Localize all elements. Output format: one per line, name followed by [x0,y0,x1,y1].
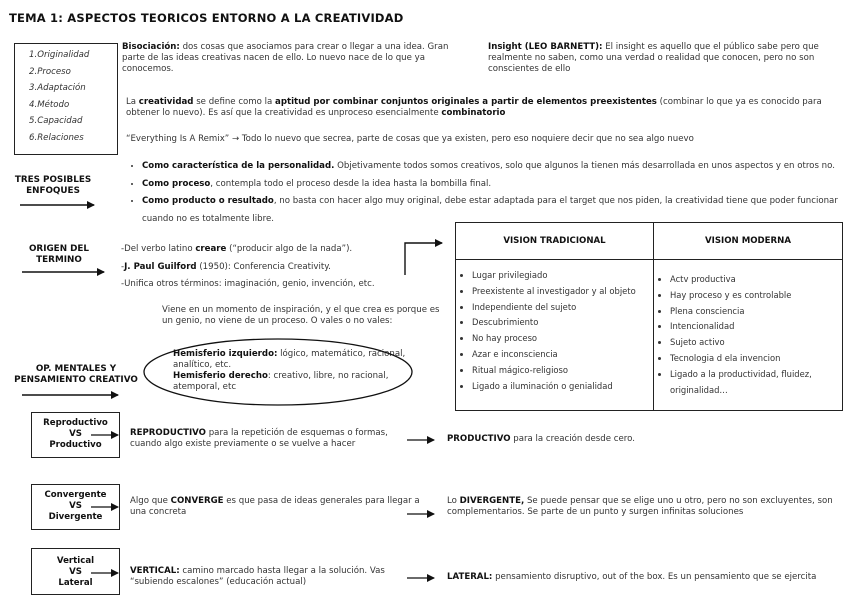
op-mentales-label: OP. MENTALES Y PENSAMIENTO CREATIVO [14,364,138,385]
hemisferios-ellipse [144,339,412,405]
definition-part: se define como la [193,97,276,107]
enfoque-term: Como proceso [142,178,211,189]
vision-item: • Sujeto activo [670,335,838,351]
enfoque-text: Objetivamente todos somos creativos, solo que algunos la tienen más desarrollada en unos aspectos y en otros no. [334,161,835,171]
origen-label: ORIGEN DEL TERMINO [28,244,90,265]
vs-box-line: VS [69,429,82,439]
vision-item: • Lugar privilegiado [472,268,649,284]
feature-item: 5.Capacidad [29,116,83,127]
origen-part: (1950): Conferencia Creativity. [196,261,331,272]
bisociacion-term: Bisociación: [122,42,180,52]
vs-box-line: VS [69,501,82,511]
pair-desc: es que pasa de ideas generales para llegar a una concreta [130,496,420,517]
feature-item: 6.Relaciones [29,132,84,143]
vision-item: • Azar e inconsciencia [472,347,649,363]
feature-item: 4.Método [29,99,70,110]
insight-term: Insight (LEO BARNETT): [488,42,603,52]
vision-item: • Ligado a iluminación o genialidad [472,379,649,395]
definition-keyword: combinatorio [441,108,506,118]
vision-moderna-header: VISION MODERNA [654,223,843,260]
page-title: TEMA 1: ASPECTOS TEORICOS ENTORNO A LA CREATIVIDAD [9,11,404,25]
feature-item: 1.Originalidad [29,50,90,60]
inspiracion-note: Viene en un momento de inspiración, y el que crea es porque es un genio, no viene de un proceso. O vales o no vales: [162,305,440,326]
vs-box-line: Divergente [48,512,103,522]
definition-part: La [126,97,139,107]
vision-tradicional-header: VISION TRADICIONAL [456,223,654,260]
origen-line: -Unifica otros términos: imaginación, genio, invención, etc. [121,279,375,289]
vs-box-line: Vertical [56,556,95,566]
pair-term: DIVERGENTE, [459,496,525,506]
definition-part: (combinar lo que ya es conocido para obtener lo nuevo). Es así que la creatividad es unproceso esencialmente [126,97,822,118]
vision-item: • Actv productiva [670,272,838,288]
enfoques-label: TRES POSIBLES ENFOQUES [14,175,92,196]
bisociacion-definition: dos cosas que asociamos para crear o llegar a una idea. Gran parte de las ideas creativas nacen de ello. Lo nuevo nace de lo que ya conocemos. [122,42,449,74]
hemisferio-desc: : creativo, libre, no racional, atemporal, etc [173,371,389,392]
pair-desc: para la repetición de esquemas o formas, cuando algo existe previamente o se vuelve a hacer [130,428,388,449]
feature-item: 3.Adaptación [29,83,86,94]
origen-part: (“producir algo de la nada”). [226,244,353,254]
vision-item: • Hay proceso y es controlable [670,288,838,304]
vs-box-line: Reproductivo [43,418,108,428]
vision-item: • Preexistente al investigador y al objeto [472,284,649,300]
vs-box-line: Convergente [44,490,107,500]
enfoque-text: , no basta con hacer algo muy original, debe estar adaptada para el target que nos piden, la creatividad tiene que poder funcionar cuando no es totalmente libre. [142,196,838,224]
origen-keyword: creare [195,244,227,254]
vs-box-line: VS [69,567,82,577]
pair-term: PRODUCTIVO [447,434,511,444]
remix-note: “Everything Is A Remix” → Todo lo nuevo que secrea, parte de cosas que ya existen, pero eso noquiere decir que no sea algo nuevo [126,134,694,144]
enfoque-text: , contempla todo el proceso desde la idea hasta la bombilla final. [210,178,492,189]
enfoque-term: Como producto o resultado [142,196,274,206]
pair-desc: Lo [447,496,460,506]
pair-desc: Se puede pensar que se elige uno u otro, pero no son excluyentes, son complementarios. Se parte de un punto y surgen infinitas soluciones [447,496,833,517]
hemisferio-desc: lógico, matemático, racional, analítico, etc. [173,349,406,370]
hemisferio-term: Hemisferio izquierdo: [173,349,278,359]
pair-term: CONVERGE [170,496,224,506]
vs-box-line: Productivo [49,440,102,450]
origen-part: -Del verbo latino [121,244,196,254]
vision-item: • Tecnologia d ela invencion [670,351,838,367]
enfoque-term: Como característica de la personalidad. [142,161,335,171]
vision-item: • Independiente del sujeto [472,300,649,316]
pair-desc: Algo que [130,496,171,506]
vision-item: • Ligado a la productividad, fluidez, originalidad… [670,367,838,399]
vision-item: • Ritual mágico-religioso [472,363,649,379]
vision-item: • Intencionalidad [670,319,838,335]
pair-term: REPRODUCTIVO [130,428,206,438]
pair-desc: camino marcado hasta llegar a la solución. Vas “subiendo escalones” (educación actual) [130,566,385,587]
origen-keyword: J. Paul Guilford [124,261,197,272]
vs-box-line: Lateral [58,578,93,588]
pair-desc: para la creación desde cero. [510,434,635,444]
hemisferio-term: Hemisferio derecho [173,371,268,381]
vision-item: • Plena consciencia [670,304,838,320]
vision-arrow [405,243,442,275]
origen-part: - [121,261,125,272]
insight-definition: El insight es aquello que el público sabe pero que realmente no saben, como una verdad o realidad que conocen, pero no son conscientes de ello [488,42,819,74]
feature-item: 2.Proceso [29,66,71,77]
vision-item: • Descubrimiento [472,315,649,331]
pair-desc: pensamiento disruptivo, out of the box. Es un pensamiento que se ejercita [492,572,817,582]
definition-keyword: creatividad [138,97,194,107]
vision-item: • No hay proceso [472,331,649,347]
pair-term: LATERAL: [447,572,493,582]
definition-keyword: aptitud por combinar conjuntos originales a partir de elementos preexistentes [275,97,657,107]
pair-term: VERTICAL: [130,566,180,576]
